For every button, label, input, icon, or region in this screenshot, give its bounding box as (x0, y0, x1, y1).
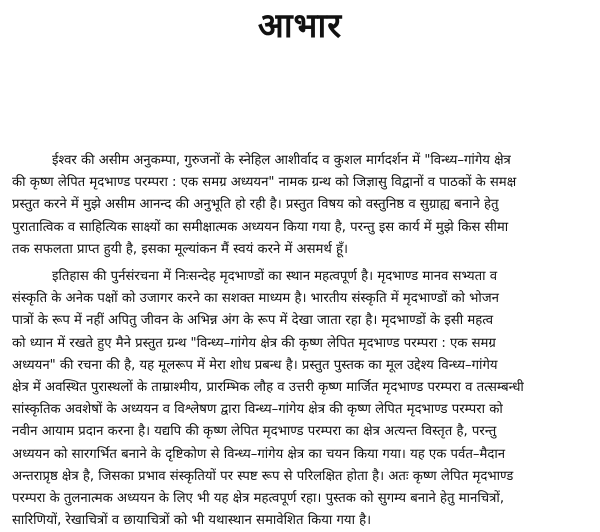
paragraph-line: ईश्वर की असीम अनुकम्पा, गुरुजनों के स्नेहिल आशीर्वाद व कुशल मार्गदर्शन में "विन्ध्य–गांगेय क्षेत्र (52, 153, 511, 168)
paragraph-line: अध्ययन" की रचना की है, यह मूलरूप में मेरा शोध प्रबन्ध है। प्रस्तुत पुस्तक का मूल उद्देश्य विन्ध्य–गांगेय (12, 357, 498, 373)
paragraph-line: अन्तराप्रृष्ठ क्षेत्र है, जिसका प्रभाव संस्कृतियों पर स्पष्ट रूप से परिलक्षित होता है। अतः कृष्ण लेपित मृदभाण्ड (12, 468, 514, 484)
paragraph-line: परम्परा के तुलनात्मक अध्ययन के लिए भी यह क्षेत्र महत्वपूर्ण रहा। पुस्तक को सुगम्य बनाने हेतु मानचित्रों, (12, 491, 505, 507)
paragraph-line: संस्कृति के अनेक पक्षों को उजागर करने का सशक्त माध्यम है। भारतीय संस्कृति में मृदभाण्डों को भोजन (12, 291, 499, 307)
paragraph-line: को ध्यान में रखते हुए मैने प्रस्तुत ग्रन्थ "विन्ध्य–गांगेय क्षेत्र की कृष्ण लेपित मृदभाण्ड परम्परा : एक समग्र (12, 335, 496, 351)
paragraph-line: प्रस्तुत करने में मुझे असीम आनन्द की अनुभूति हो रही है। प्रस्तुत विषय को वस्तुनिष्ठ व सुग्राह्य बनाने हेतु (12, 197, 499, 213)
paragraph-2 (0, 266, 600, 532)
paragraph-line: पात्रों के रूप में नहीं अपितु जीवन के अभिन्न अंग के रूप में देखा जाता रहा है। मृदभाण्डों के इसी महत्व (12, 313, 494, 329)
paragraph-line: नवीन आयाम प्रदान करना है। यद्यपि की कृष्ण लेपित मृदभाण्ड परम्परा का क्षेत्र अत्यन्त विस्तृत है, परन्तु (12, 424, 497, 440)
page-title: आभार (257, 6, 343, 46)
paragraph-line: पुरातात्विक व साहित्यिक साक्ष्यों का समीक्षात्मक अध्ययन किया गया है, परन्तु इस कार्य में मुझे किस सीमा (12, 219, 509, 235)
paragraph-line: सारिणियों, रेखाचित्रों व छायाचित्रों को भी यथास्थान समावेशित किया गया है। (12, 513, 372, 529)
paragraph-line: सांस्कृतिक अवशेषों के अध्ययन व विश्लेषण द्वारा विन्ध्य–गांगेय क्षेत्र की कृष्ण लेपित मृदभाण्ड परम्परा को (12, 402, 503, 418)
paragraph-line: इतिहास की पुर्नसंरचना में निःसन्देह मृदभाण्डों का स्थान महत्वपूर्ण है। मृदभाण्ड मानव सभ्यता व (52, 269, 498, 284)
paragraph-line: अध्ययन को सारगर्भित बनाने के दृष्टिकोण से विन्ध्य–गांगेय क्षेत्र का चयन किया गया। यह एक पर्वत–मैदान (12, 446, 506, 462)
paragraph-line: की कृष्ण लेपित मृदभाण्ड परम्परा : एक समग्र अध्ययन" नामक ग्रन्थ को जिज्ञासु विद्वानों व पाठकों के समक्ष (12, 175, 517, 191)
paragraph-line: तक सफलता प्राप्त हुयी है, इसका मूल्यांकन मैं स्वयं करने में असमर्थ हूँ। (12, 241, 349, 257)
paragraph-line: क्षेत्र में अवस्थित पुरास्थलों के ताम्राश्मीय, प्रारम्भिक लौह व उत्तरी कृष्ण मार्जित मृदभाण्ड परम्परा व तत्सम्बन्धी (12, 380, 524, 396)
paragraph-1 (0, 150, 600, 261)
